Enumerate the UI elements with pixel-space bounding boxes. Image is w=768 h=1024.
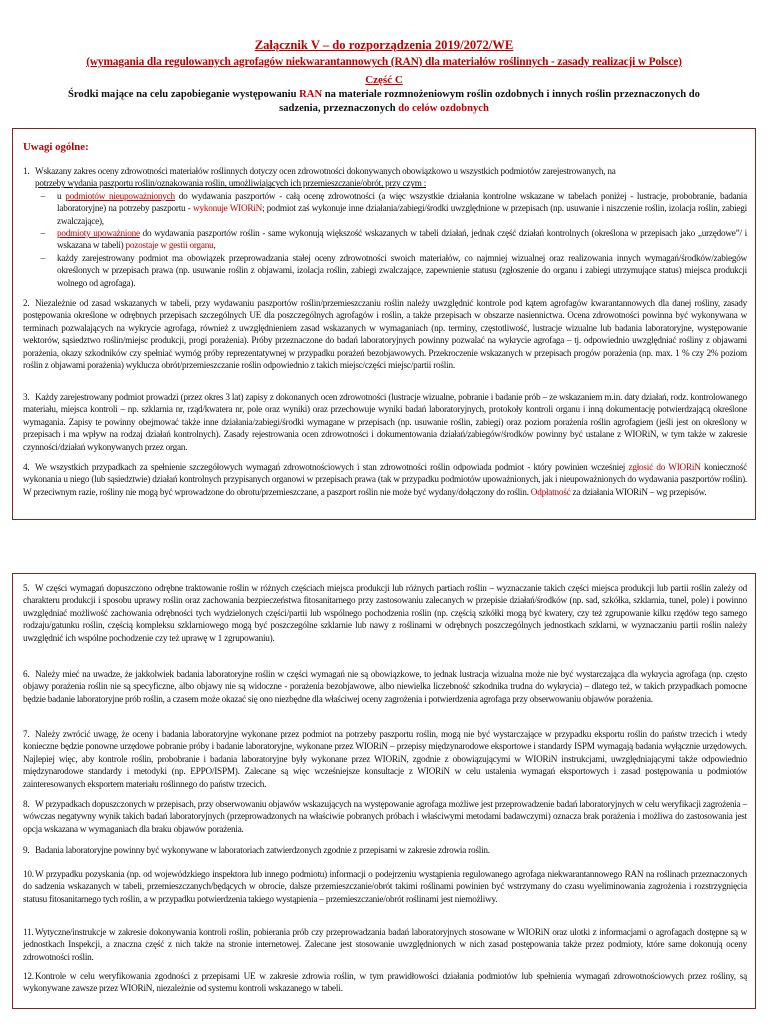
annex-subtitle: (wymagania dla regulowanych agrofagów niekwarantannowych (RAN) dla materiałów roślinnych - zasady realizacji w Polsce) [86, 56, 682, 68]
note-item-8: 8. W przypadkach dopuszczonych w przepisach, przy obserwowaniu objawów wskazujących na występowanie agrofaga możliwe jest przeprowadzenie badań laboratoryjnych w celu weryfikacji zagrożenia – wówczas negatywny wynik takich badań laboratoryjnych (przeprowadzonych na właściwie pobranych próbach i właściwymi metodami badawczymi) oznacza brak porażenia i możliwa do zastosowania jest opcja wskazana w wymaganiach dla braku objawów porażenia. [23, 799, 747, 834]
note-subitem-3: – każdy zarejestrowany podmiot ma obowiązek przeprowadzania stałej oceny zdrowotności swoich materiałów, co najmniej wizualnej oraz realizowania innych wymagań/środków/zabiegów określonych w przepisach prawa (np. usuwanie roślin z objawami, izolacja roślin, zabiegi zwalczające, zapewnienie statusu (zgłoszenie do organu i zabiegi utrzymujące status) miejsca produkcji wolnego od agrofaga). [40, 252, 747, 288]
document-header [16, 36, 752, 116]
part-label: Część C [365, 74, 403, 86]
section-heading: Środki mające na celu zapobieganie występowaniu RAN na materiale rozmnożeniowym roślin ozdobnych i innych roślin przeznaczonych do sadzenia, przeznaczonych do celów ozdobnych [68, 89, 700, 114]
note-item-3: 3. Każdy zarejestrowany podmiot prowadzi (przez okres 3 lat) zapisy z dokonanych ocen zdrowotności (lustracje wizualne, pobranie i badanie prób – ze wskazaniem m.in. daty działań, rodz. kontrolowanego materiału, miejsca kontroli – np. szklarnia nr, rząd/kwatera nr, pole oraz wyniki) oraz przechowuje wyniki badań laboratoryjnych, protokoły kontroli organu i inną dokumentację potwierdzającą określone wymagania. Zapisy te powinny obejmować także inne działania/zabiegi/środki wymagane w przepisach (np. usuwanie roślin, zabiegi) oraz poziom porażenia roślin agrofagiem (jeśli jest on określony w przepisach i ma wpływ na rodzaj działań kontrolnych). Zasady rejestrowania ocen zdrowotności i dokumentowania działań/zabiegów/środków powinny być ustalane z WIORiN, w tym także w zakresie czynności/działań wykonywanych przez organ. [23, 392, 747, 452]
note-item-6: 6. Należy mieć na uwadze, że jakkolwiek badania laboratoryjne roślin w części wymagań nie są obowiązkowe, to jednak lustracja wizualna może nie być wystarczająca dla wykrycia agrofaga (np. często objawy porażenia roślin nie są specyficzne, albo objawy nie są widoczne - porażenia bezobjawowe, albo niewielka liczebność szkodnika trudna do wykrycia) – dlatego też, w takich przypadkach pomocne będzie badanie laboratoryjne prób roślin, a czasem może okazać się ono niezbędne dla właściwej oceny zagrożenia i potwierdzenia agrofaga przy obserwowaniu objawów porażenia. [23, 669, 747, 704]
note-item-5: 5. W części wymagań dopuszczono odrębne traktowanie roślin w różnych częściach miejsca produkcji lub różnych partiach roślin – wyznaczanie takich części miejsca produkcji lub partii roślin zależy od charakteru produkcji i sposobu uprawy roślin oraz zachowania bezpieczeństwa fitosanitarnego przy zastosowaniu zalecanych w przepisie działań/środków (np. sad, szkółka, szklarnia, tunel, pole) i powinno uwzględniać możliwość zachowania odrębności tych wydzielonych części/partii lub wspólnego pochodzenia roślin (np. częścią szkółki mogą być kwatery, czy też zgrupowanie kilku rzędów tego samego rodzaju/gatunku roślin, częścią kompleksu szklarniowego mogą być poszczególne szklarnie lub nawy z roślinami w odrębnych poszczególnych jednostkach szklarni, w wyznaczaniu partii roślin należy uwzględnić ich wspólne pochodzenie czy też uprawę w 1 zgrupowaniu). [23, 583, 747, 643]
note-subitem-1: – u podmiotów nieupoważnionych do wydawania paszportów - całą ocenę zdrowotności (a więc wszystkie działania kontrolne wskazane w tabelach poniżej - lustracje, probobranie, badania laboratoryjne) na potrzeby paszportu - wykonuje WIORiN; podmiot zaś wykonuje inne działania/zabiegi/środki uwzględnione w przepisach (np. usuwanie i niszczenie roślin, izolacja roślin, zabiegi zwalczające), [40, 190, 748, 226]
note-item-12: 12.Kontrole w celu weryfikowania zgodności z przepisami UE w zakresie zdrowia roślin, w tym prawidłowości działania podmiotów lub spełnienia wymagań zdrowotnościowych przez rośliny, są wykonywane zawsze przez WIORiN, niezależnie od systemu kontroli wskazanego w tabeli. [23, 971, 747, 994]
note-item-2: 2. Niezależnie od zasad wskazanych w tabeli, przy wydawaniu paszportów roślin/przemieszczaniu roślin należy uwzględnić kontrole pod kątem agrofagów kwarantannowych dla danej rośliny, zasady postępowania określone w odrębnych przepisach szczególnych UE dla poszczególnych agrofagów i roślin, a także przepisach w obszarze nasiennictwa. Ocena zdrowotności powinna być wykonywana w terminach pozwalających na wykrycie agrofaga, również z uwzględnieniem zasad wskazanych w wymaganiach (np. terminy, częstotliwość, lustracje wizualne lub badania laboratoryjne, występowanie wektorów, sąsiedztwo roślin/miejsc produkcji, progi porażenia). Próby przeznaczone do badań laboratoryjnych powinny pozwalać na wykrycie agrofaga – tj. odpowiednio uwzględniać rośliny z objawami porażenia, okazy szkodników czy spełniać wymóg próby reprezentatywnej w przypadku porażeń bezobjawowych. Przekroczenie wskazanych w przepisach progów porażenia (np. max. 1 % czy 2% poziom roślin z objawami porażenia) wyklucza obrót/przemieszczanie roślin odpowiednio z takich miejsc/części miejsc/partii roślin. [23, 298, 747, 371]
note-item-1: 1. Wskazany zakres oceny zdrowotności materiałów roślinnych dotyczy ocen zdrowotności dokonywanych obowiązkowo u wszystkich podmiotów zarejestrowanych, na potrzeby wydania paszportu roślin/oznakowania roślin, umożliwiających ich przemieszczanie/obrót, przy czym : – u podmiotów nieupoważnionych do wydawania paszportów - całą ocenę zdrowotności (a więc wszystkie działania kontrolne wskazane w tabelach poniżej - lustracje, probobranie, badania laboratoryjne) na potrzeby paszportu - wykonuje WIORiN; podmiot zaś wykonuje inne działania/zabiegi/środki uwzględnione w przepisach (np. usuwanie i niszczenie roślin, izolacja roślin, zabiegi zwalczające), – podmioty upoważnione do wydawania paszportów roślin - same wykonują większość wskazanych w tabeli działań, jednak część działań kontrolnych (określona w przepisach jako „urzędowe”/ i wskazana w tabeli) pozostaje w gestii organu, – każdy zarejestrowany podmiot ma obowiązek przeprowadzania stałej oceny zdrowotności swoich materiałów, co najmniej wizualnej oraz realizowania innych wymagań/środków/zabiegów określonych w przepisach prawa (np. usuwanie roślin z objawami, izolacja roślin, zabiegi zwalczające, zapewnienie statusu (zgłoszenie do organu i zabiegi utrzymujące status) miejsca produkcji wolnego od agrofaga). [23, 166, 748, 288]
note-item-10: 10.W przypadku pozyskania (np. od wojewódzkiego inspektora lub innego podmiotu) informacji o podejrzeniu wystąpienia regulowanego agrofaga niekwarantannowego RAN na roślinach przeznaczonych do sadzenia wskazanych w tabeli, przemieszczanych/będących w obrocie, dalsze przemieszczanie/obrót takimi roślinami powinien być wstrzymany do czasu wyeliminowania zagrożenia i rozstrzygnięcia statusu fitosanitarnego tych roślin, a w przypadku potwierdzenia takiego wystąpienia – przemieszczanie/obrót roślinami jest niemożliwy. [23, 869, 747, 904]
note-item-4: 4. We wszystkich przypadkach za spełnienie szczegółowych wymagań zdrowotnościowych i stan zdrowotności roślin odpowiada podmiot - który powinien wcześniej zgłosić do WIORiN konieczność wykonania u niego (lub sąsiedztwie) działań kontrolnych przypisanych organowi w przepisach prawa (tak w przypadku podmiotów upoważnionych, jak i nieupoważnionych do wydawania paszportów roślin). W przeciwnym razie, rośliny nie mogą być wprowadzone do obrotu/przemieszczane, a paszport roślin nie może być wydany/dołączony do roślin. Odpłatność za działania WIORiN – wg przepisów. [23, 462, 747, 497]
annex-title: Załącznik V – do rozporządzenia 2019/2072/WE [254, 38, 514, 52]
note-item-11: 11. Wytyczne/instrukcje w zakresie dokonywania kontroli roślin, pobierania prób czy przeprowadzania badań laboratoryjnych stosowane w WIORiN oraz ulotki z informacjami o agrofagach dostępne są w jednostkach Inspekcji, a znaczna część z nich także na stronie internetowej. Zalecane jest stosowanie uwzględnionych w nich zasad postępowania także przez podmioty, które same dokonują oceny zdrowotności roślin. [23, 927, 747, 962]
note-subitem-2: – podmioty upoważnione do wydawania paszportów roślin - same wykonują większość wskazanych w tabeli działań, jednak część działań kontrolnych (określona w przepisach jako „urzędowe”/ i wskazana w tabeli) pozostaje w gestii organu, [40, 228, 747, 251]
notes-box-2 [12, 573, 756, 1009]
notes-label: Uwagi ogólne: [23, 141, 89, 153]
note-item-9: 9. Badania laboratoryjne powinny być wykonywane w laboratoriach zatwierdzonych zgodnie z przepisami w zakresie zdrowia roślin. [23, 845, 490, 855]
note-item-7: 7. Należy zwrócić uwagę, że oceny i badania laboratoryjne wykonane przez podmiot na potrzeby paszportu roślin, mogą nie być wystarczające w przypadku eksportu roślin do państw trzecich i wtedy konieczne będzie ponowne urzędowe pobranie próby i badanie laboratoryjne, wykonane przez WIORiN – przepisy międzynarodowe eksportowe i standardy ISPM wymagają badania wyłącznie urzędowych. Najlepiej więc, aby kontrole roślin, probobranie i badania laboratoryjne były wykonane przez WIORiN, zgodnie z obowiązującymi w WIORiN instrukcjami, uwzględniającymi także odpowiednio międzynarodowe standardy i metodyki (np. EPPO/ISPM). Zalecane są więc wcześniejsze konsultacje z WIORiN w celu ustalenia wymagań eksportowych i zasad postępowania u podmiotów zainteresowanych eksportem materiału roślinnego do państw trzecich. [23, 729, 747, 789]
notes-box-1 [12, 128, 756, 520]
